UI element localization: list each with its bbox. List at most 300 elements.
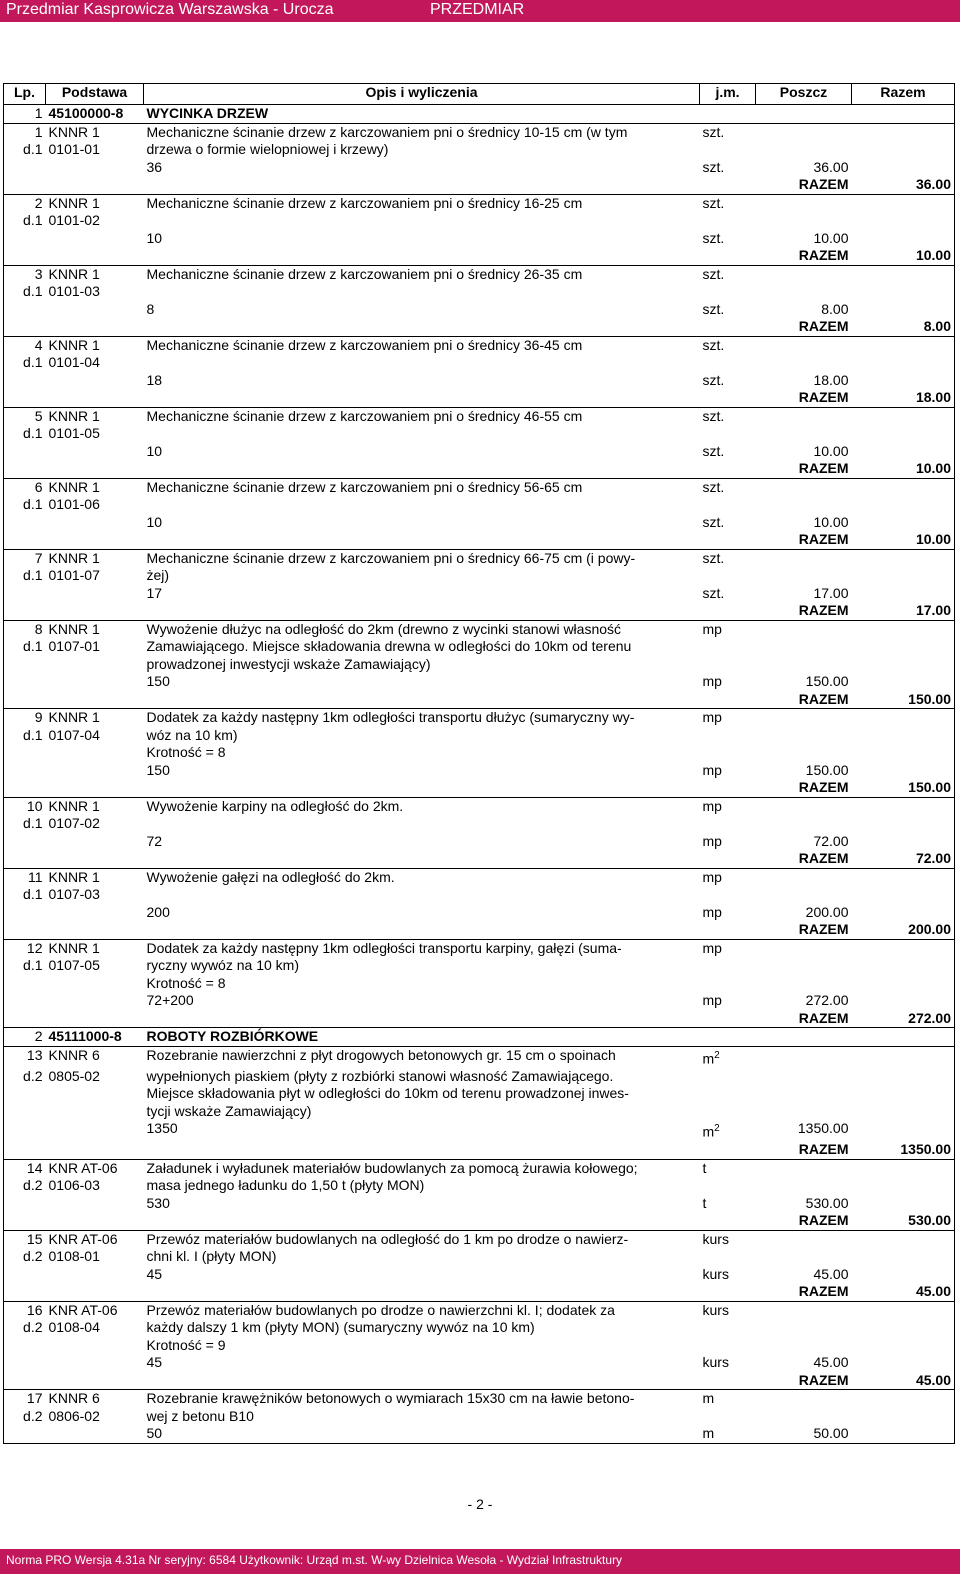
empty-cell: [756, 1046, 852, 1068]
empty-cell: [700, 656, 756, 674]
empty-cell: [4, 833, 46, 851]
item-description: Dodatek za każdy następny 1km odległości transportu karpiny, gałęzi (suma-: [146, 939, 622, 956]
empty-cell: [4, 389, 46, 407]
item-calculation: Krotność = 8: [146, 974, 226, 991]
empty-cell: [852, 283, 955, 301]
empty-cell: [852, 354, 955, 372]
item-number: 1: [4, 123, 46, 141]
item-number: 5: [4, 407, 46, 425]
empty-cell: [144, 815, 700, 833]
empty-cell: [4, 1372, 46, 1390]
column-header: Podstawa: [46, 84, 144, 105]
table-row: [4, 1177, 955, 1195]
item-description: Wywożenie gałęzi na odległość do 2km.: [146, 868, 395, 885]
empty-cell: [4, 779, 46, 797]
empty-cell: [700, 1177, 756, 1195]
empty-cell: [756, 1319, 852, 1337]
table-row: [4, 1248, 955, 1266]
empty-cell: [756, 656, 852, 674]
table-row: [4, 886, 955, 904]
item-partial-value: 17.00: [813, 584, 849, 601]
item-sub-number: d.2: [4, 1068, 46, 1086]
footer-text: Norma PRO Wersja 4.31a Nr seryjny: 6584 Użytkownik: Urząd m.st. W-wy Dzielnica Wesoła - Wydział Infrastruktury: [6, 1553, 623, 1567]
item-base-code: KNNR 1: [48, 709, 100, 725]
empty-cell: [756, 123, 852, 141]
table-row: [4, 1230, 955, 1248]
empty-cell: [756, 1068, 852, 1086]
empty-cell: [4, 531, 46, 549]
page-number: - 2 -: [467, 1496, 493, 1512]
item-quantity-expression: 1350: [146, 1120, 178, 1137]
empty-cell: [4, 656, 46, 674]
item-unit: szt.: [702, 265, 725, 282]
page-header: [0, 0, 960, 22]
empty-cell: [852, 425, 955, 443]
table-row: [4, 850, 955, 868]
table-row: [4, 797, 955, 815]
table-row: [4, 868, 955, 886]
empty-cell: [46, 247, 144, 265]
item-base-code: KNNR 6: [48, 1046, 100, 1063]
empty-cell: [144, 602, 700, 620]
empty-cell: [852, 301, 955, 319]
table-row: [4, 1372, 955, 1390]
empty-cell: [756, 1337, 852, 1355]
empty-cell: [700, 638, 756, 656]
item-number: 16: [4, 1301, 46, 1319]
table-row: [4, 1141, 955, 1159]
empty-cell: [756, 797, 852, 815]
item-base-code-2: 0107-05: [48, 957, 100, 973]
item-quantity-unit: szt.: [702, 442, 725, 459]
empty-cell: [756, 1408, 852, 1426]
item-sub-number: d.1: [4, 212, 46, 230]
empty-cell: [756, 868, 852, 886]
table-row: [4, 1283, 955, 1301]
empty-cell: [756, 638, 852, 656]
item-total-value: 150.00: [852, 779, 955, 797]
table-row: [4, 283, 955, 301]
empty-cell: [756, 194, 852, 212]
item-description: Wywożenie dłużyc na odległość do 2km (drewno z wycinki stanowi własność: [146, 620, 622, 637]
item-quantity-expression: 10: [146, 513, 163, 530]
empty-cell: [4, 673, 46, 691]
empty-cell: [852, 886, 955, 904]
item-base-code-2: 0108-04: [48, 1319, 100, 1336]
empty-cell: [4, 1354, 46, 1372]
empty-cell: [4, 1141, 46, 1159]
empty-cell: [700, 176, 756, 194]
empty-cell: [852, 833, 955, 851]
empty-cell: [700, 1212, 756, 1230]
item-number: 15: [4, 1230, 46, 1248]
empty-cell: [756, 1103, 852, 1121]
item-partial-value: 50.00: [756, 1425, 852, 1443]
empty-cell: [852, 992, 955, 1010]
table-body: [4, 105, 955, 1444]
empty-cell: [852, 194, 955, 212]
empty-cell: [144, 212, 700, 230]
item-description: wóz na 10 km): [146, 726, 238, 743]
item-quantity-unit: kurs: [702, 1354, 729, 1371]
item-unit: mp: [702, 939, 722, 956]
item-base-code-2: 0107-02: [48, 815, 100, 831]
empty-cell: [46, 1283, 144, 1301]
empty-cell: [852, 762, 955, 780]
item-quantity-unit: mp: [702, 673, 722, 689]
empty-cell: [144, 247, 700, 265]
item-partial-value: 10.00: [813, 229, 849, 246]
item-total-value: 18.00: [852, 389, 955, 407]
item-base-code: KNNR 1: [48, 265, 100, 282]
empty-cell: [756, 141, 852, 159]
table-row: [4, 1103, 955, 1121]
table-row: [4, 727, 955, 745]
empty-cell: [756, 744, 852, 762]
item-number: 8: [4, 620, 46, 638]
item-total-label: RAZEM: [756, 318, 852, 336]
empty-cell: [46, 992, 144, 1010]
item-quantity-expression: 150: [146, 673, 170, 689]
empty-cell: [852, 1390, 955, 1408]
table-row: [4, 815, 955, 833]
item-description: Rozebranie krawężników betonowych o wymiarach 15x30 cm na ławie betono-: [146, 1390, 635, 1407]
item-quantity-unit: $m^2$: [702, 1123, 720, 1140]
item-base-code: KNNR 6: [48, 1390, 100, 1407]
table-row: [4, 123, 955, 141]
empty-cell: [700, 602, 756, 620]
empty-cell: [700, 1141, 756, 1159]
empty-cell: [756, 283, 852, 301]
empty-cell: [46, 1103, 144, 1121]
empty-cell: [852, 815, 955, 833]
empty-cell: [46, 318, 144, 336]
table-row: [4, 247, 955, 265]
group-title: ROBOTY ROZBIÓRKOWE: [144, 1028, 955, 1047]
table-row: [4, 549, 955, 567]
empty-cell: [852, 496, 955, 514]
item-base-code: KNNR 1: [48, 407, 100, 424]
table-row: [4, 354, 955, 372]
empty-cell: [4, 372, 46, 390]
item-unit: szt.: [702, 194, 725, 211]
item-total-label: RAZEM: [756, 691, 852, 709]
empty-cell: [46, 301, 144, 319]
empty-cell: [700, 531, 756, 549]
item-quantity-expression: 50: [144, 1425, 700, 1443]
table-row: [4, 194, 955, 212]
empty-cell: [4, 1283, 46, 1301]
item-number: 2: [4, 194, 46, 212]
item-base-code-2: 0101-02: [48, 212, 100, 228]
item-base-code: KNR AT-06: [48, 1230, 118, 1247]
empty-cell: [756, 425, 852, 443]
item-total-value: 530.00: [852, 1212, 955, 1230]
empty-cell: [46, 514, 144, 532]
empty-cell: [852, 638, 955, 656]
item-description: Przewóz materiałów budowlanych po drodze o nawierzchni kl. I; dodatek za: [146, 1301, 615, 1318]
item-number: 9: [4, 709, 46, 727]
empty-cell: [756, 1085, 852, 1103]
item-partial-value: 530.00: [805, 1194, 849, 1211]
empty-cell: [700, 1010, 756, 1028]
table-row: [4, 975, 955, 993]
item-base-code-2: 0107-04: [48, 726, 100, 743]
item-partial-value: 10.00: [813, 442, 849, 459]
item-description: Rozebranie nawierzchni z płyt drogowych betonowych gr. 15 cm o spoinach: [146, 1046, 616, 1063]
table-row: [4, 1319, 955, 1337]
item-description: tycji wskaże Zamawiający): [146, 1102, 312, 1119]
document-type: PRZEDMIAR: [430, 1, 525, 18]
item-base-code-2: 0101-06: [48, 496, 100, 512]
item-sub-number: d.2: [4, 1319, 46, 1337]
empty-cell: [700, 779, 756, 797]
table-row: [4, 372, 955, 390]
item-base-code: KNR AT-06: [48, 1301, 118, 1318]
item-quantity-expression: 36: [146, 158, 163, 175]
item-quantity-expression: 18: [146, 371, 163, 388]
empty-cell: [46, 673, 144, 691]
item-sub-number: d.2: [4, 1408, 46, 1426]
item-total-value: 1350.00: [852, 1141, 955, 1159]
item-base-code: KNNR 1: [48, 123, 100, 140]
table-row: [4, 638, 955, 656]
table-row: [4, 1085, 955, 1103]
item-description: ryczny wywóz na 10 km): [146, 957, 299, 973]
item-total-label: RAZEM: [756, 1372, 852, 1390]
item-total-value: 72.00: [852, 850, 955, 868]
empty-cell: [4, 1425, 46, 1443]
item-total-value: 17.00: [852, 602, 955, 620]
empty-cell: [756, 1248, 852, 1266]
item-description: Mechaniczne ścinanie drzew z karczowaniem pni o średnicy 16-25 cm: [146, 194, 583, 211]
empty-cell: [46, 1085, 144, 1103]
empty-cell: [46, 833, 144, 851]
empty-cell: [756, 815, 852, 833]
item-partial-value: 150.00: [805, 673, 849, 689]
empty-cell: [4, 904, 46, 922]
empty-cell: [852, 673, 955, 691]
item-quantity-unit: szt.: [702, 300, 725, 317]
empty-cell: [700, 460, 756, 478]
empty-cell: [756, 212, 852, 230]
item-description: Mechaniczne ścinanie drzew z karczowaniem pni o średnicy 66-75 cm (i powy-: [146, 549, 636, 566]
table-row: [4, 425, 955, 443]
table-row: [4, 1301, 955, 1319]
table-row: [4, 1010, 955, 1028]
item-unit: mp: [702, 620, 722, 637]
item-base-code-2: 0101-03: [48, 283, 100, 299]
table-row: [4, 620, 955, 638]
empty-cell: [4, 318, 46, 336]
empty-cell: [46, 1425, 144, 1443]
empty-cell: [852, 709, 955, 727]
empty-cell: [852, 1068, 955, 1086]
item-unit: szt.: [702, 478, 725, 495]
empty-cell: [700, 389, 756, 407]
item-total-value: 8.00: [852, 318, 955, 336]
item-total-label: RAZEM: [756, 1141, 852, 1159]
item-quantity-unit: szt.: [702, 513, 725, 530]
empty-cell: [756, 549, 852, 567]
empty-cell: [144, 318, 700, 336]
empty-cell: [46, 850, 144, 868]
item-sub-number: d.1: [4, 496, 46, 514]
empty-cell: [700, 886, 756, 904]
empty-cell: [700, 425, 756, 443]
empty-cell: [4, 1195, 46, 1213]
item-partial-value: 10.00: [813, 513, 849, 530]
empty-cell: [852, 1103, 955, 1121]
table-row: [4, 1337, 955, 1355]
empty-cell: [700, 744, 756, 762]
empty-cell: [852, 1177, 955, 1195]
empty-cell: [852, 1230, 955, 1248]
item-quantity-unit: mp: [702, 903, 722, 920]
item-description: Mechaniczne ścinanie drzew z karczowaniem pni o średnicy 46-55 cm: [146, 407, 583, 424]
empty-cell: [852, 1248, 955, 1266]
item-base-code-2: 0108-01: [48, 1248, 100, 1265]
empty-cell: [46, 585, 144, 603]
empty-cell: [700, 1248, 756, 1266]
empty-cell: [852, 1301, 955, 1319]
empty-cell: [700, 1408, 756, 1426]
item-description: Przewóz materiałów budowlanych na odległość do 1 km po drodze o nawierz-: [146, 1230, 629, 1247]
empty-cell: [4, 1085, 46, 1103]
empty-cell: [852, 1046, 955, 1068]
empty-cell: [852, 975, 955, 993]
table-row: [4, 1266, 955, 1284]
empty-cell: [4, 301, 46, 319]
item-quantity-unit: kurs: [702, 1265, 729, 1282]
empty-cell: [852, 549, 955, 567]
empty-cell: [46, 656, 144, 674]
item-partial-value: 45.00: [813, 1354, 849, 1371]
item-base-code-2: 0101-05: [48, 425, 100, 441]
empty-cell: [46, 1212, 144, 1230]
item-sub-number: d.1: [4, 957, 46, 975]
item-total-value: 150.00: [852, 691, 955, 709]
item-total-label: RAZEM: [756, 921, 852, 939]
table-row: [4, 921, 955, 939]
item-partial-value: 150.00: [805, 761, 849, 778]
item-quantity-expression: 45: [146, 1265, 163, 1282]
group-code: 45111000-8: [46, 1028, 144, 1047]
empty-cell: [4, 850, 46, 868]
item-base-code: KNNR 1: [48, 620, 100, 637]
item-quantity-expression: 10: [146, 229, 163, 246]
table-row: [4, 673, 955, 691]
item-description: Mechaniczne ścinanie drzew z karczowaniem pni o średnicy 56-65 cm: [146, 478, 583, 495]
empty-cell: [756, 727, 852, 745]
table-header-row: [4, 84, 955, 105]
table-row: [4, 709, 955, 727]
item-sub-number: d.1: [4, 141, 46, 159]
item-quantity-unit: m: [700, 1425, 756, 1443]
item-sub-number: d.1: [4, 567, 46, 585]
empty-cell: [46, 372, 144, 390]
empty-cell: [46, 159, 144, 177]
item-sub-number: d.1: [4, 354, 46, 372]
table-row: [4, 176, 955, 194]
empty-cell: [852, 159, 955, 177]
empty-cell: [46, 443, 144, 461]
empty-cell: [852, 656, 955, 674]
empty-cell: [144, 496, 700, 514]
table-row: [4, 1159, 955, 1177]
page-footer: [0, 1549, 960, 1574]
empty-cell: [46, 460, 144, 478]
group-number: 1: [4, 105, 46, 124]
table-row: [4, 779, 955, 797]
item-partial-value: 18.00: [813, 371, 849, 388]
item-base-code: KNNR 1: [48, 194, 100, 211]
empty-cell: [700, 1319, 756, 1337]
empty-cell: [700, 727, 756, 745]
table-row: [4, 265, 955, 283]
empty-cell: [144, 389, 700, 407]
item-description: drzewa o formie wielopniowej i krzewy): [146, 141, 389, 157]
empty-cell: [46, 176, 144, 194]
empty-cell: [700, 141, 756, 159]
empty-cell: [144, 850, 700, 868]
table-row: [4, 1120, 955, 1141]
table-row: [4, 939, 955, 957]
item-total-value: 10.00: [852, 247, 955, 265]
empty-cell: [4, 585, 46, 603]
column-header: Poszcz: [756, 84, 852, 105]
item-description: żej): [146, 567, 170, 583]
item-description: wypełnionych piaskiem (płyty z rozbiórki stanowi własność Zamawiającego.: [146, 1067, 614, 1084]
table-row: [4, 1195, 955, 1213]
table-row: [4, 1068, 955, 1086]
item-number: 14: [4, 1159, 46, 1177]
empty-cell: [852, 957, 955, 975]
empty-cell: [852, 230, 955, 248]
item-total-value: 272.00: [852, 1010, 955, 1028]
empty-cell: [4, 443, 46, 461]
empty-cell: [756, 620, 852, 638]
item-total-label: RAZEM: [756, 850, 852, 868]
empty-cell: [852, 727, 955, 745]
empty-cell: [4, 514, 46, 532]
item-unit: mp: [702, 709, 722, 725]
item-total-value: 45.00: [852, 1283, 955, 1301]
empty-cell: [756, 567, 852, 585]
item-total-value: 10.00: [852, 460, 955, 478]
empty-cell: [852, 1195, 955, 1213]
empty-cell: [852, 407, 955, 425]
table-row: [4, 336, 955, 354]
empty-cell: [700, 850, 756, 868]
item-unit: szt.: [702, 549, 725, 566]
table-row: [4, 1354, 955, 1372]
empty-cell: [4, 1010, 46, 1028]
item-number: 17: [4, 1390, 46, 1408]
empty-cell: [852, 567, 955, 585]
empty-cell: [756, 496, 852, 514]
item-description: Wywożenie karpiny na odległość do 2km.: [146, 797, 404, 814]
item-total-label: RAZEM: [756, 1212, 852, 1230]
empty-cell: [144, 283, 700, 301]
empty-cell: [144, 691, 700, 709]
item-sub-number: d.2: [4, 1177, 46, 1195]
empty-cell: [46, 691, 144, 709]
item-quantity-unit: szt.: [702, 584, 725, 601]
item-partial-value: 200.00: [805, 903, 849, 920]
empty-cell: [144, 1010, 700, 1028]
empty-cell: [700, 1337, 756, 1355]
